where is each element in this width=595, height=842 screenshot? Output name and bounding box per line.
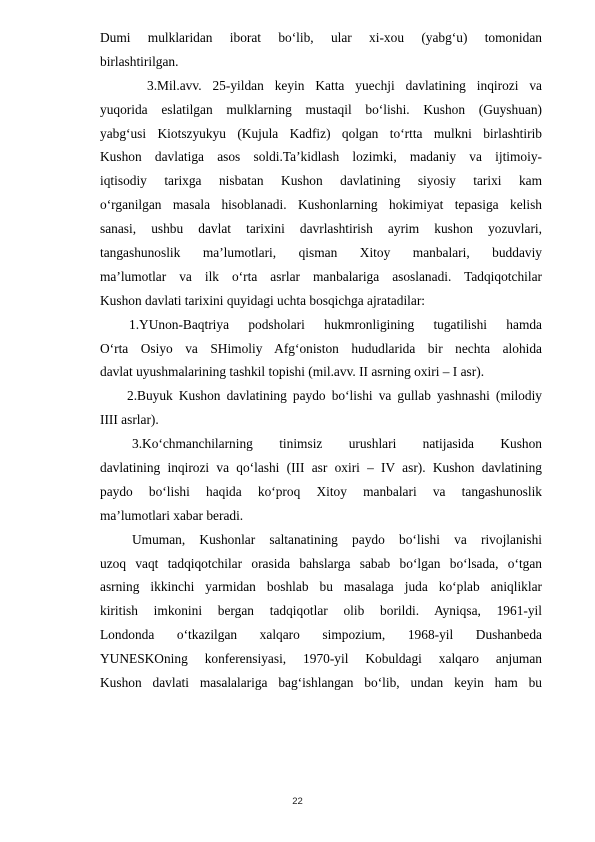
paragraph xyxy=(100,74,542,313)
text-line: Kushon davlatiga asos soldi.Ta’kidlash lozimki, madaniy va ijtimoiy- xyxy=(100,149,542,165)
text-line: asrning ikkinchi yarmidan boshlab bu masalaga juda ko‘plab aniqliklar xyxy=(100,579,542,595)
text-line: Kushon davlati tarixini quyidagi uchta bosqichga ajratadilar: xyxy=(100,292,426,308)
text-line: yabg‘usi Kiotszyukyu (Kujula Kadfiz) qolgan to‘rtta mulkni birlashtirib xyxy=(100,125,542,141)
text-line: yuqorida eslatilgan mulklarning mustaqil bo‘lishi. Kushon (Guyshuan) xyxy=(100,101,542,117)
paragraph xyxy=(100,313,542,385)
text-line: sanasi, ushbu davlat tarixini davrlashtirish ayrim kushon yozuvlari, xyxy=(100,221,542,237)
text-line: ma’lumotlari xabar beradi. xyxy=(100,507,244,523)
text-line: IIII asrlar). xyxy=(100,412,159,428)
text-line: tangashunoslik ma’lumotlari, qisman Xitoy manbalari, buddaviy xyxy=(100,245,542,261)
text-line: iqtisodiy tarixga nisbatan Kushon davlatining siyosiy tarixi kam xyxy=(100,173,542,189)
text-line: kiritish imkonini bergan tadqiqotlar olib borildi. Ayniqsa, 1961-yil xyxy=(100,603,542,619)
text-line: Umuman, Kushonlar saltanatining paydo bo‘lishi va rivojlanishi xyxy=(132,531,542,547)
paragraph xyxy=(100,528,542,695)
text-line: paydo bo‘lishi haqida ko‘proq Xitoy manbalari va tangashunoslik xyxy=(100,483,542,499)
page-number: 22 xyxy=(292,796,303,807)
text-line: 3.Mil.avv. 25-yildan keyin Katta yuechji davlatining inqirozi va xyxy=(147,77,542,93)
paragraph xyxy=(100,384,542,432)
text-line: Dumi mulklaridan iborat bo‘lib, ular xi-xou (yabg‘u) tomonidan xyxy=(100,30,542,45)
paragraph xyxy=(100,26,542,74)
text-line: 1.YUnon-Baqtriya podsholari hukmronligining tugatilishi hamda xyxy=(129,316,542,332)
text-line: ma’lumotlar va ilk o‘rta asrlar manbalariga asoslanadi. Tadqiqotchilar xyxy=(100,268,542,284)
text-line: O‘rta Osiyo va SHimoliy Afg‘oniston hududlarida bir nechta alohida xyxy=(100,340,542,356)
text-line: 2.Buyuk Kushon davlatining paydo bo‘lishi va gullab yashnashi (milodiy xyxy=(127,388,542,404)
text-line: birlashtirilgan. xyxy=(100,53,179,69)
text-line: uzoq vaqt tadqiqotchilar orasida bahslarga sabab bo‘lgan bo‘lsada, o‘tgan xyxy=(100,555,542,571)
paragraph xyxy=(100,432,542,528)
text-line: Kushon davlati masalalariga bag‘ishlangan bo‘lib, undan keyin ham bu xyxy=(100,675,542,691)
text-line: 3.Ko‘chmanchilarning tinimsiz urushlari natijasida Kushon xyxy=(132,436,542,452)
text-line: davlatining inqirozi va qo‘lashi (III asr oxiri – IV asr). Kushon davlatining xyxy=(100,460,542,476)
text-line: YUNESKOning konferensiyasi, 1970-yil Kobuldagi xalqaro anjuman xyxy=(100,651,542,667)
document-body xyxy=(100,26,542,695)
text-line: o‘rganilgan masala hisoblanadi. Kushonlarning hokimiyat tepasiga kelish xyxy=(100,197,542,213)
text-line: Londonda o‘tkazilgan xalqaro simpozium, 1968-yil Dushanbeda xyxy=(100,627,542,643)
text-line: davlat uyushmalarining tashkil topishi (mil.avv. II asrning oxiri – I asr). xyxy=(100,364,485,380)
